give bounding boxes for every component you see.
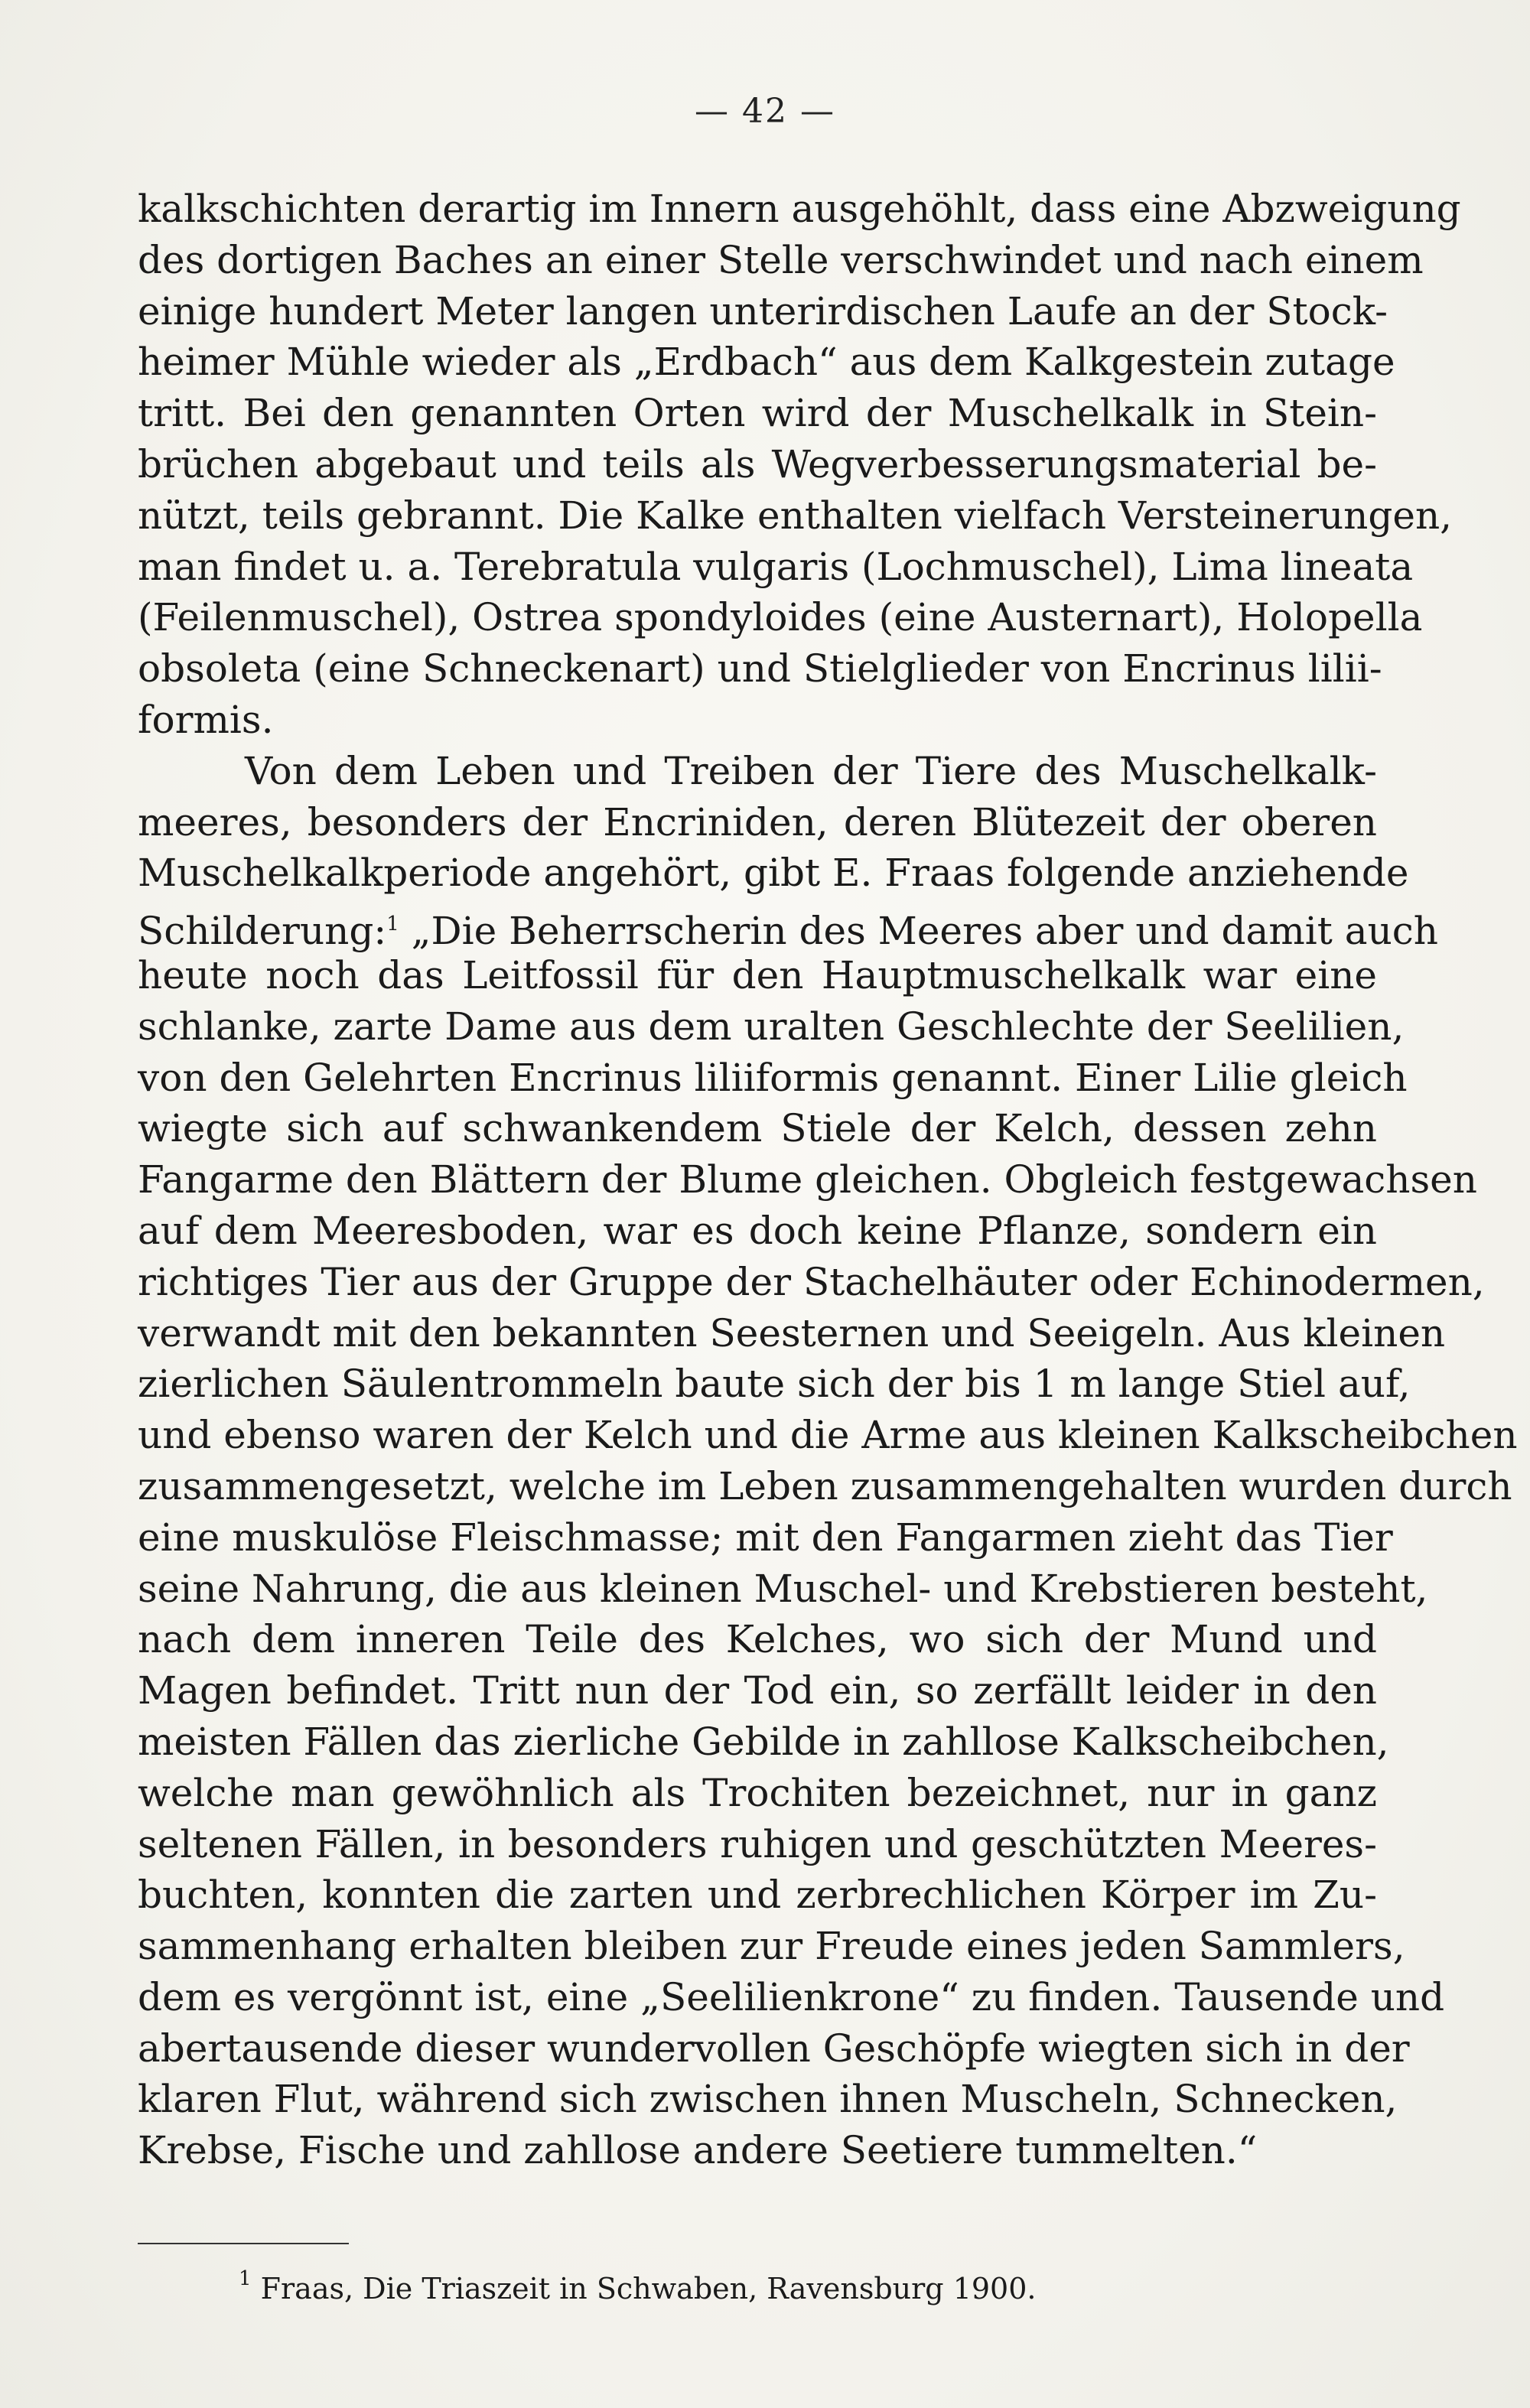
text-line: von den Gelehrten Encrinus liliiformis genannt. Einer Lilie gleich	[138, 1055, 1408, 1100]
text-line: wiegte sich auf schwankendem Stiele der Kelch, dessen zehn	[138, 1106, 1377, 1151]
text-line: klaren Flut, während sich zwischen ihnen Muscheln, Schnecken,	[138, 2077, 1398, 2122]
text-line: zierlichen Säulentrommeln baute sich der bis 1 m lange Stiel auf,	[138, 1362, 1411, 1407]
text-line: brüchen abgebaut und teils als Wegverbesserungsmaterial be-	[138, 441, 1377, 486]
text-line-with-footnote-ref	[138, 899, 1438, 954]
text-line: dem es vergönnt ist, eine „Seelilienkrone“ zu finden. Tausende und	[138, 1974, 1445, 2019]
text-line: sammenhang erhalten bleiben zur Freude eines jeden Sammlers,	[138, 1924, 1405, 1969]
text-line: buchten, konnten die zarten und zerbrechlichen Körper im Zu-	[138, 1873, 1377, 1918]
text-line-paragraph-start: Von dem Leben und Treiben der Tiere des Muschelkalk-	[245, 748, 1377, 793]
footnote-divider	[138, 2243, 349, 2244]
text-line: nützt, teils gebrannt. Die Kalke enthalten vielfach Versteinerungen,	[138, 493, 1453, 538]
text-line: Muschelkalkperiode angehört, gibt E. Fraas folgende anziehende	[138, 851, 1409, 896]
text-line: eine muskulöse Fleischmasse; mit den Fangarmen zieht das Tier	[138, 1515, 1393, 1560]
text-line: auf dem Meeresboden, war es doch keine Pflanze, sondern ein	[138, 1208, 1377, 1253]
text-line: richtiges Tier aus der Gruppe der Stachelhäuter oder Echinodermen,	[138, 1259, 1485, 1304]
text-line: und ebenso waren der Kelch und die Arme aus kleinen Kalkscheibchen	[138, 1413, 1518, 1458]
text-line: verwandt mit den bekannten Seesternen und Seeigeln. Aus kleinen	[138, 1310, 1446, 1355]
text-line: seltenen Fällen, in besonders ruhigen und geschützten Meeres-	[138, 1821, 1377, 1866]
footnote-marker: 1	[239, 2267, 252, 2290]
text-line: kalkschichten derartig im Innern ausgehöhlt, dass eine Abzweigung	[138, 187, 1461, 231]
text-line: meeres, besonders der Encriniden, deren Blütezeit der oberen	[138, 799, 1377, 844]
text-line: (Feilenmuschel), Ostrea spondyloides (eine Austernart), Holopella	[138, 595, 1423, 640]
text-line: zusammengesetzt, welche im Leben zusammengehalten wurden durch	[138, 1463, 1512, 1508]
footnote-reference: 1	[386, 913, 399, 936]
text-line: Magen befindet. Tritt nun der Tod ein, so zerfällt leider in den	[138, 1668, 1377, 1713]
text-line-paragraph-end: formis.	[138, 697, 274, 742]
page-number: — 42 —	[695, 92, 835, 131]
text-line: einige hundert Meter langen unterirdischen Laufe an der Stock-	[138, 288, 1388, 334]
text-line: abertausende dieser wundervollen Geschöpfe wiegten sich in der	[138, 2026, 1410, 2071]
text-line: meisten Fällen das zierliche Gebilde in zahllose Kalkscheibchen,	[138, 1719, 1389, 1764]
body-text	[138, 184, 1518, 2176]
text-fragment: „Die Beherrscherin des Meeres aber und damit auch	[399, 909, 1438, 954]
text-line: tritt. Bei den genannten Orten wird der Muschelkalk in Stein-	[138, 391, 1377, 436]
footnote	[239, 2267, 1037, 2305]
text-fragment: Schilderung:	[138, 909, 387, 954]
text-line: nach dem inneren Teile des Kelches, wo sich der Mund und	[138, 1617, 1377, 1662]
text-line: des dortigen Baches an einer Stelle verschwindet und nach einem	[138, 237, 1424, 282]
text-line: obsoleta (eine Schneckenart) und Stielglieder von Encrinus lilii-	[138, 646, 1382, 691]
text-line: seine Nahrung, die aus kleinen Muschel- und Krebstieren besteht,	[138, 1566, 1428, 1611]
text-line: heute noch das Leitfossil für den Hauptmuschelkalk war eine	[138, 952, 1377, 997]
text-line: welche man gewöhnlich als Trochiten bezeichnet, nur in ganz	[138, 1770, 1377, 1815]
text-line: man findet u. a. Terebratula vulgaris (Lochmuschel), Lima lineata	[138, 544, 1414, 589]
text-line: Fangarme den Blättern der Blume gleichen. Obgleich festgewachsen	[138, 1157, 1477, 1202]
footnote-text: Fraas, Die Triaszeit in Schwaben, Ravensburg 1900.	[251, 2272, 1037, 2305]
text-line: schlanke, zarte Dame aus dem uralten Geschlechte der Seelilien,	[138, 1004, 1405, 1049]
text-line: heimer Mühle wieder als „Erdbach“ aus dem Kalkgestein zutage	[138, 340, 1395, 385]
text-line-paragraph-end: Krebse, Fische und zahllose andere Seetiere tummelten.“	[138, 2128, 1258, 2173]
